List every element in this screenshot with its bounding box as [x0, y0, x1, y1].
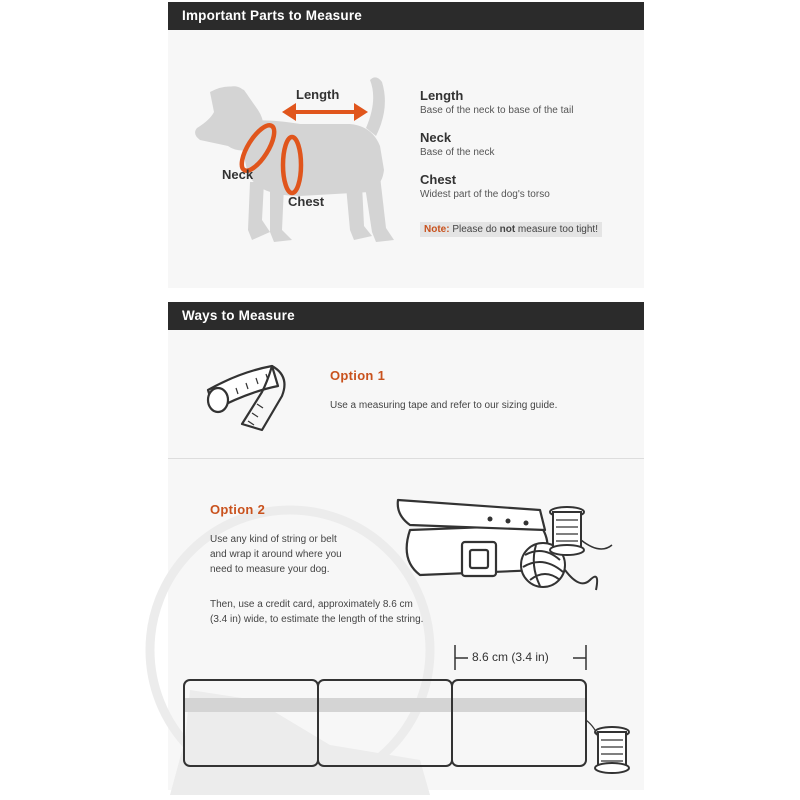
diagram-label-length: Length	[296, 87, 340, 102]
option2-text-line: Use any kind of string or belt	[210, 534, 337, 545]
part-title-neck: Neck	[420, 130, 452, 145]
note-prefix: Note:	[424, 224, 450, 235]
option2-text2-line: (3.4 in) wide, to estimate the length of the string.	[210, 614, 424, 625]
section-header-parts: Important Parts to Measure	[168, 2, 644, 30]
option2-title: Option 2	[210, 502, 266, 517]
option1-text: Use a measuring tape and refer to our sizing guide.	[330, 400, 558, 411]
option2-text-line: and wrap it around where you	[210, 549, 342, 560]
option1-title: Option 1	[330, 368, 386, 383]
section-header-ways: Ways to Measure	[168, 302, 644, 330]
note-text-bold: not	[499, 224, 516, 235]
card-width-label: 8.6 cm (3.4 in)	[472, 650, 549, 664]
note-text-before: Please do	[449, 224, 500, 235]
option2-text-line: need to measure your dog.	[210, 564, 330, 575]
diagram-label-neck: Neck	[222, 167, 254, 182]
note-text-after: measure too tight!	[515, 224, 598, 235]
part-desc-length: Base of the neck to base of the tail	[420, 105, 574, 116]
part-desc-neck: Base of the neck	[420, 147, 495, 158]
part-desc-chest: Widest part of the dog's torso	[420, 189, 550, 200]
part-title-length: Length	[420, 88, 464, 103]
part-title-chest: Chest	[420, 172, 457, 187]
diagram-label-chest: Chest	[288, 194, 325, 209]
option2-text2-line: Then, use a credit card, approximately 8.6 cm	[210, 599, 413, 610]
